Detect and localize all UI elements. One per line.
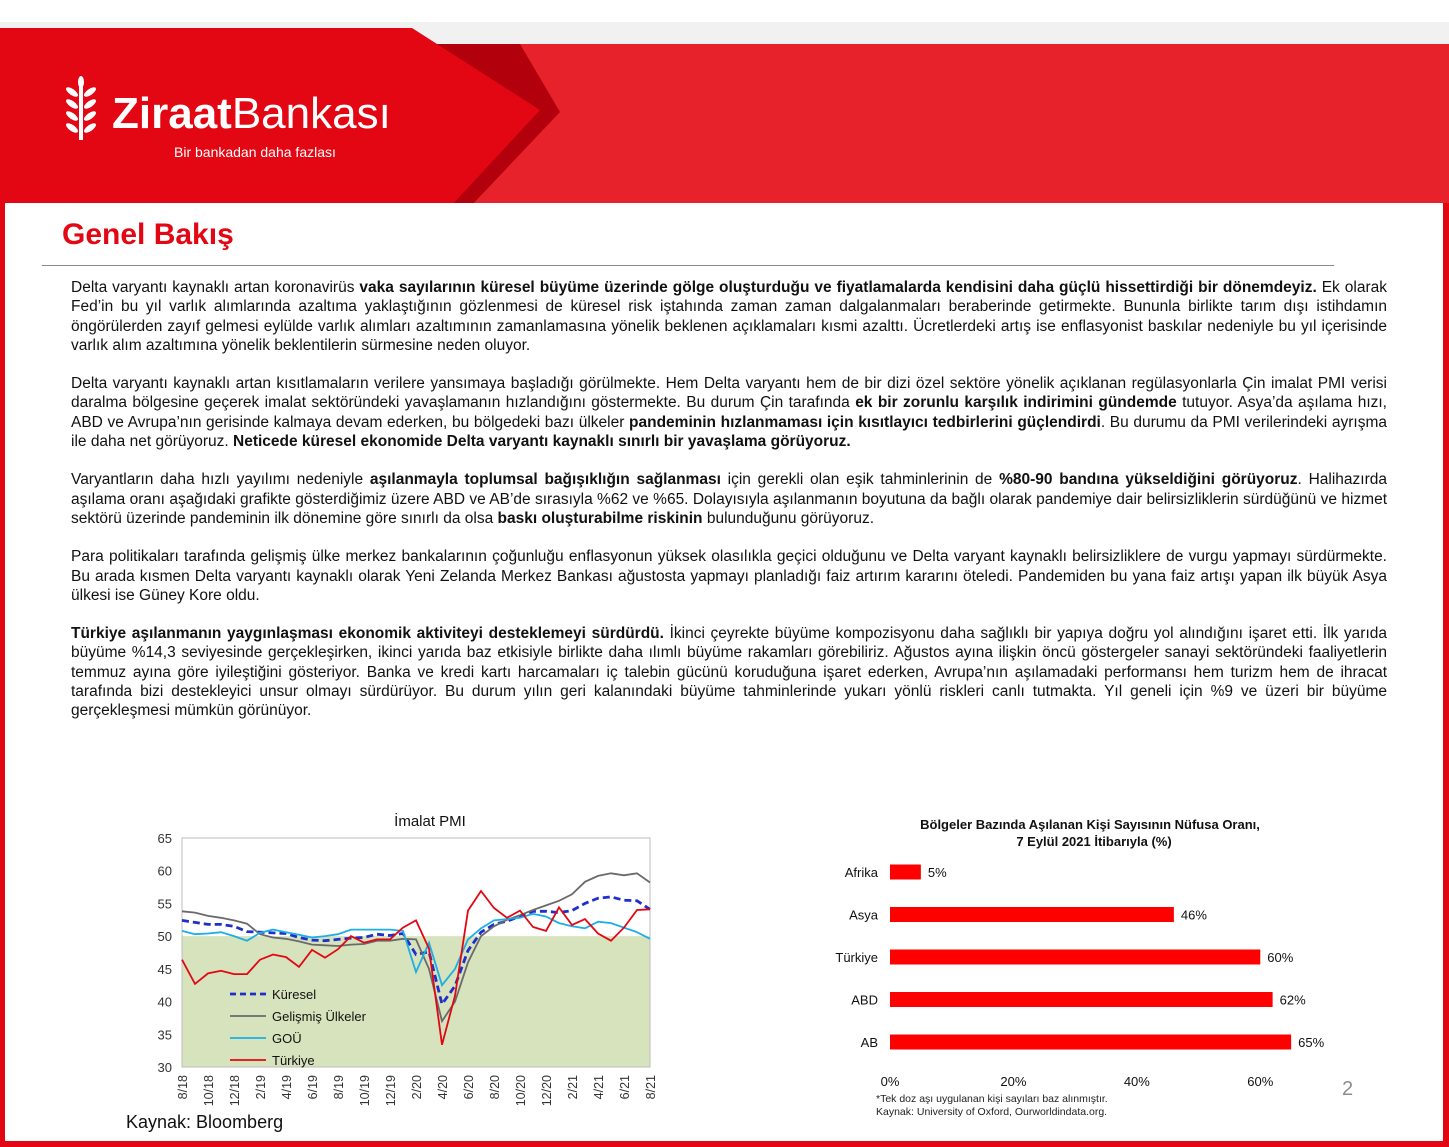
title-divider [42,265,1334,266]
category-label: ABD [851,992,878,1008]
bold-text: baskı oluşturabilme riskinin [497,509,703,527]
bar [890,865,921,880]
pmi-line-chart [130,808,670,1113]
text-run: bulunduğunu görüyoruz. [702,509,875,527]
x-tick-label: 20% [1000,1074,1027,1089]
x-tick-label: 8/19 [332,1075,346,1100]
y-tick-label: 60 [157,863,172,879]
x-tick-label: 6/21 [618,1075,632,1100]
bold-text: %80-90 bandına yükseldiğini görüyoruz [999,471,1298,489]
bar [890,950,1260,965]
text-run: . Halihazırda aşılama oranı aşağıdaki grafikte gösterdiğimiz üzere ABD ve AB’de sırasıyla %62 ve %65. Dolayısıyla aşılanmanın boyutuna da bağlı olarak pandemiye dair belirsizliklerin sürdüğünü ve hizmet sektörü üzerinde pandeminin ilk dönemine göre sınırlı da olsa [71,471,1387,527]
x-tick-label: 2/19 [254,1075,268,1100]
bold-text: Neticede küresel ekonomide Delta varyantı kaynaklı sınırlı bir yavaşlama görüyoruz. [233,433,851,451]
x-tick-label: 12/18 [228,1075,242,1107]
paragraph-2 [71,374,1387,451]
y-tick-label: 30 [157,1060,172,1075]
y-tick-label: 40 [157,994,172,1010]
text-run: için gerekli olan eşik tahminlerinin de [720,471,1000,489]
header-banner [0,22,1449,207]
x-tick-label: 4/20 [436,1075,450,1100]
paragraph-5 [71,624,1387,720]
x-tick-label: 2/20 [410,1075,424,1100]
x-tick-label: 40% [1123,1074,1150,1089]
text-run: . Bu durumu da PMI verilerindeki ayrışma ile daha net görüyoruz. [71,413,1387,451]
bold-text: aşılanmayla toplumsal bağışıklığın sağlanması [369,471,721,489]
x-tick-label: 8/20 [488,1075,502,1100]
chart-title: İmalat PMI [394,813,466,830]
x-tick-label: 6/20 [462,1075,476,1100]
y-tick-label: 35 [157,1027,172,1043]
x-tick-label: 4/21 [592,1075,606,1100]
paragraph-4 [71,547,1387,605]
bold-text: pandeminin hızlanmaması için kısıtlayıcı tedbirlerini güçlendirdi [629,413,1101,431]
y-tick-label: 55 [157,896,172,912]
bar [890,992,1273,1007]
chart-source: Kaynak: University of Oxford, Ourworldindata.org. [876,1106,1108,1118]
text-run: İkinci çeyrekte büyüme kompozisyonu daha sağlıklı bir yapıya doğru yol alındığını işaret etti. İlk yarıda büyüme %14,3 seviyesinde gerçekleşirken, ikinci yarıda baz etkisiyle birlikte daha ılımlı büyüme rakamları görebiliriz. Ağustos ayına ilişkin öncü göstergeler sanayi sektöründeki faaliyetlerin temmuz ayına göre iyileştiğini gösteriyor. Banka ve kredi kartı harcamaları iç talebin gücünü koruduğuna işaret ederken, Avrupa’nın aşılamadaki performansı hem turizm hem de ihracat tarafında bizi destekleyici unsur olmayı sürdürüyor. Bu durum yılın geri kalanındaki büyüme tahminlerinde yukarı yönlü riskleri canlı tutmakta. Yıl geneli için %9 ve üzeri bir büyüme gerçekleşmesi mümkün görünüyor. [71,625,1387,720]
banner-right-shape [470,44,1449,207]
legend-label: Küresel [272,987,317,1002]
legend-label: GOÜ [272,1031,302,1046]
text-run: Varyantların daha hızlı yayılımı nedeniyle [71,471,370,489]
brand-name: ZiraatBankası [112,89,391,138]
text-run: Para politikaları tarafında gelişmiş ülke merkez bankalarının çoğunluğu enflasyonun yüksek olasılıkla geçici olduğunu ve Delta varyant kaynaklı belirsizliklere de vurgu yapmayı sürdürmekte. Bu arada kısmen Delta varyantı kaynaklı olarak Yeni Zelanda Merkez Bankası ağustosta yapmayı planladığı faiz artırım kararını öteledi. Pandemiden bu yana faiz artışı yapan ilk büyük Asya ülkesi ise Güney Kore oldu. [71,548,1387,604]
x-tick-label: 10/18 [202,1075,216,1107]
y-tick-label: 65 [157,831,172,846]
text-run: Delta varyantı kaynaklı artan kısıtlamaların verilere yansımaya başladığı görülmekte. Hem Delta varyantı hem de bir dizi özel sektöre yönelik açıklanan regülasyonlarla Çin imalat PMI verisi daralma bölgesine geçerek imalat sektöründeki yavaşlamanın hızlandığını göstermekte. Bu durum Çin tarafında [71,375,1387,412]
text-run: Delta varyantı kaynaklı artan koronavirüs [71,279,360,296]
vaccination-bar-chart [830,812,1350,1122]
page-title: Genel Bakış [62,218,234,251]
x-tick-label: 2/21 [566,1075,580,1100]
bar-value-label: 62% [1279,992,1306,1008]
text-run: tutuyor. Asya’da aşılama hızı, ABD ve Avrupa’nın gerisinde kalmaya devam ederken, bu bölgedeki bazı ülkeler [71,394,1387,431]
page-number: 2 [1342,1078,1354,1100]
x-tick-label: 12/20 [540,1075,554,1107]
chart-title-line2: 7 Eylül 2021 İtibarıyla (%) [1016,834,1172,849]
category-label: Türkiye [835,950,878,965]
body-text [71,278,1387,740]
bar-value-label: 60% [1267,950,1294,965]
x-tick-label: 12/19 [384,1075,398,1107]
x-tick-label: 8/21 [644,1075,658,1100]
paragraph-3 [71,470,1387,528]
category-label: Asya [849,907,878,923]
bold-text: vaka sayılarının küresel büyüme üzerinde gölge oluşturduğu ve fiyatlamalarda kendisini daha güçlü hissettirdiği bir dönemdeyiz. [359,279,1317,296]
source-note: Kaynak: Bloomberg [126,1112,284,1132]
legend-label: Türkiye [272,1053,315,1068]
text-run: Ek olarak Fed’in bu yıl varlık alımlarında azaltıma yaklaştığının gözlenmesi de küresel risk iştahında zaman zaman dalgalanmaları beraberinde getirmekte. Bununla birlikte tarım dışı istihdamın öngörülerden zayıf gelmesi eylülde varlık alımları azaltımının zamanlamasına yönelik beklenen açıklamaları kısmi azalttı. Ücretlerdeki artış ise enflasyonist baskılar nedeniyle bu yıl içerisinde varlık alım azaltımına yönelik beklentilerin sürmesine neden oluyor. [71,279,1387,354]
category-label: AB [860,1035,878,1050]
bar-value-label: 5% [927,865,947,880]
bold-text: ek bir zorunlu karşılık indirimini gündemde [855,394,1177,412]
x-tick-label: 0% [880,1074,900,1089]
bold-text: Türkiye aşılanmanın yaygınlaşması ekonomik aktiviteyi desteklemeyi sürdürdü. [71,625,664,643]
bar-value-label: 46% [1180,907,1207,923]
x-tick-label: 10/19 [358,1075,372,1107]
bar [890,1035,1291,1050]
x-tick-label: 10/20 [514,1075,528,1107]
chart-title-line1: Bölgeler Bazında Aşılanan Kişi Sayısının Nüfusa Oranı, [920,817,1260,832]
x-tick-label: 60% [1247,1074,1274,1089]
y-tick-label: 45 [157,961,172,977]
x-tick-label: 6/19 [306,1075,320,1100]
y-tick-label: 50 [157,929,172,945]
chart-footnote: *Tek doz aşı uygulanan kişi sayıları baz alınmıştır. [876,1093,1108,1105]
category-label: Afrika [844,865,878,880]
x-tick-label: 8/18 [176,1075,190,1100]
paragraph-1 [71,278,1387,355]
bar-value-label: 65% [1298,1035,1325,1050]
top-strip [0,0,1449,22]
legend-label: Gelişmiş Ülkeler [272,1009,366,1024]
bar [890,907,1174,922]
x-tick-label: 4/19 [280,1075,294,1100]
brand-tagline: Bir bankadan daha fazlası [174,144,336,160]
